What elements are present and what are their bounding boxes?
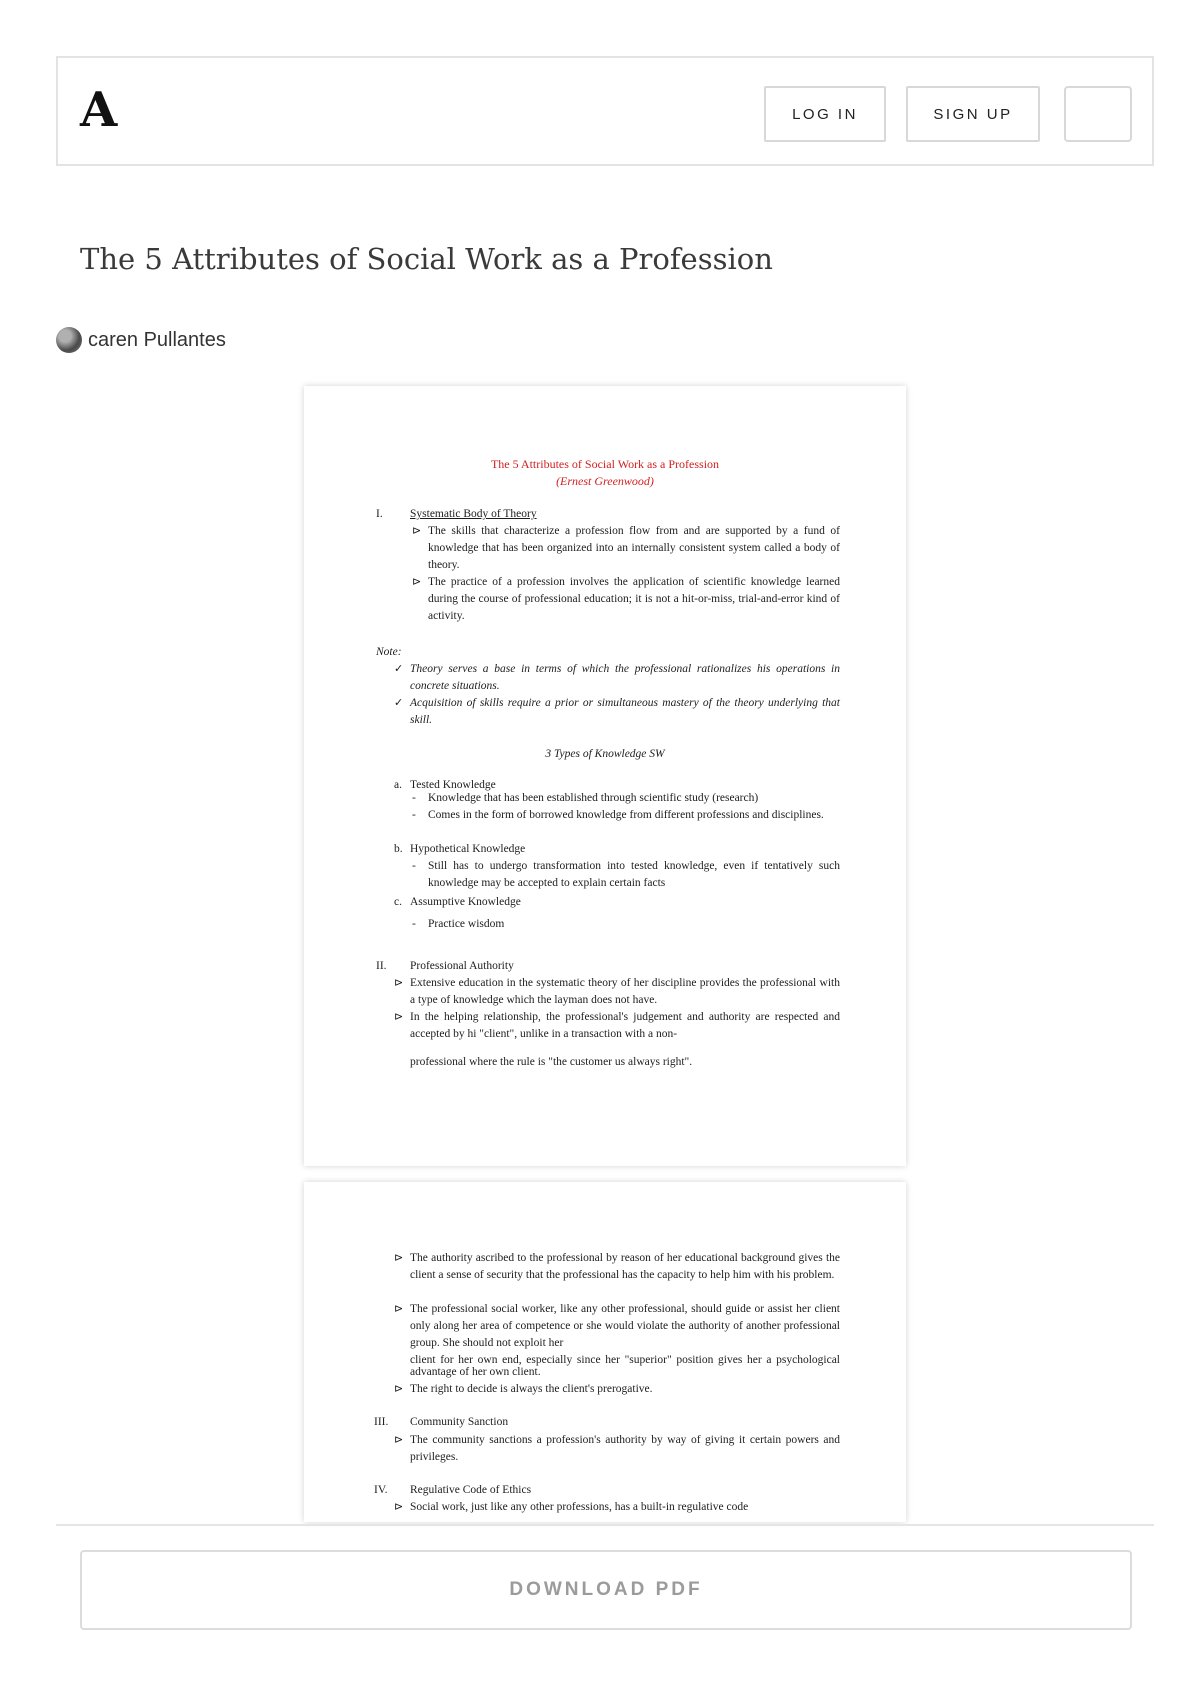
footer-divider — [56, 1524, 1154, 1526]
bullet-text: Extensive education in the systematic theory of her discipline provides the professional with a type of knowledge which the layman does not have. — [410, 977, 840, 1006]
bullet-text-continued: client for her own end, especially since her "superior" position gives her a psychological advantage of her own client. — [410, 1354, 840, 1378]
list-text: Practice wisdom — [428, 918, 505, 930]
site-header — [56, 56, 1154, 166]
list-title: Assumptive Knowledge — [410, 896, 521, 908]
section-number: I. — [376, 508, 383, 520]
list-title: Tested Knowledge — [410, 779, 496, 791]
list-title: Hypothetical Knowledge — [410, 843, 526, 855]
note-text: Acquisition of skills require a prior or simultaneous mastery of the theory underlying that skill. — [410, 697, 840, 726]
arrow-bullet-icon: ⊳ — [394, 1252, 404, 1264]
menu-button[interactable] — [1064, 86, 1132, 142]
bullet-text: Social work, just like any other professions, has a built-in regulative code — [410, 1501, 749, 1513]
bullet-text-continued: professional where the rule is "the customer us always right". — [410, 1056, 693, 1068]
dash-bullet: - — [412, 918, 416, 930]
author-link[interactable] — [56, 326, 226, 354]
note-text: Theory serves a base in terms of which the professional rationalizes his operations in concrete situations. — [410, 663, 840, 692]
arrow-bullet-icon: ⊳ — [394, 1011, 404, 1023]
section-number: III. — [374, 1416, 389, 1428]
bullet-text: The right to decide is always the client's prerogative. — [410, 1383, 653, 1395]
checkmark-icon: ✓ — [394, 663, 404, 675]
arrow-bullet-icon: ⊳ — [394, 1303, 404, 1315]
arrow-bullet-icon: ⊳ — [394, 977, 404, 989]
arrow-bullet-icon: ⊳ — [394, 1434, 404, 1446]
list-label: b. — [394, 843, 403, 855]
section-title: Professional Authority — [410, 960, 514, 972]
arrow-bullet-icon: ⊳ — [412, 525, 422, 537]
arrow-bullet-icon: ⊳ — [412, 576, 422, 588]
author-name: caren Pullantes — [88, 328, 226, 351]
list-label: c. — [394, 896, 402, 908]
bullet-text: The professional social worker, like any other professional, should guide or assist her client only along her area of competence or she would violate the authority of another professional group. She should not exploit her — [410, 1303, 840, 1349]
bullet-text: In the helping relationship, the professional's judgement and authority are respected and accepted by hi "client", unlike in a transaction with a non- — [410, 1011, 840, 1040]
bullet-text: The community sanctions a profession's authority by way of giving it certain powers and privileges. — [410, 1434, 840, 1463]
document-page-2 — [304, 1182, 906, 1522]
list-text: Still has to undergo transformation into tested knowledge, even if tentatively such knowledge may be accepted to explain certain facts — [428, 860, 840, 889]
bullet-text: The practice of a profession involves the application of scientific knowledge learned during the course of professional education; it is not a hit-or-miss, trial-and-error kind of activity. — [428, 576, 840, 622]
document-title: The 5 Attributes of Social Work as a Profession — [80, 242, 773, 276]
bullet-text: The skills that characterize a profession flow from and are supported by a fund of knowledge that has been organized into an internally consistent system called a body of theory. — [428, 525, 840, 571]
document-page-1 — [304, 386, 906, 1166]
note-label: Note: — [376, 646, 402, 658]
section-title: Systematic Body of Theory — [410, 508, 537, 520]
page-heading: The 5 Attributes of Social Work as a Profession — [490, 457, 720, 471]
types-heading: 3 Types of Knowledge SW — [545, 748, 665, 760]
signup-button[interactable]: SIGN UP — [906, 86, 1040, 142]
login-button[interactable]: LOG IN — [764, 86, 886, 142]
arrow-bullet-icon: ⊳ — [394, 1501, 404, 1513]
dash-bullet: - — [412, 860, 416, 872]
site-logo[interactable]: A — [80, 82, 118, 138]
download-pdf-button[interactable]: DOWNLOAD PDF — [80, 1550, 1132, 1630]
list-label: a. — [394, 779, 402, 791]
section-number: IV. — [374, 1484, 388, 1496]
list-text: Comes in the form of borrowed knowledge from different professions and disciplines. — [428, 809, 824, 821]
bullet-text: The authority ascribed to the professional by reason of her educational background gives the client a sense of security that the professional has the capacity to help him with his problem. — [410, 1252, 840, 1281]
section-number: II. — [376, 960, 387, 972]
avatar — [56, 327, 82, 353]
arrow-bullet-icon: ⊳ — [394, 1383, 404, 1395]
dash-bullet: - — [412, 792, 416, 804]
section-title: Regulative Code of Ethics — [410, 1484, 532, 1496]
list-text: Knowledge that has been established through scientific study (research) — [428, 792, 759, 804]
checkmark-icon: ✓ — [394, 697, 404, 709]
page-subheading: (Ernest Greenwood) — [556, 474, 654, 488]
section-title: Community Sanction — [410, 1416, 509, 1428]
dash-bullet: - — [412, 809, 416, 821]
